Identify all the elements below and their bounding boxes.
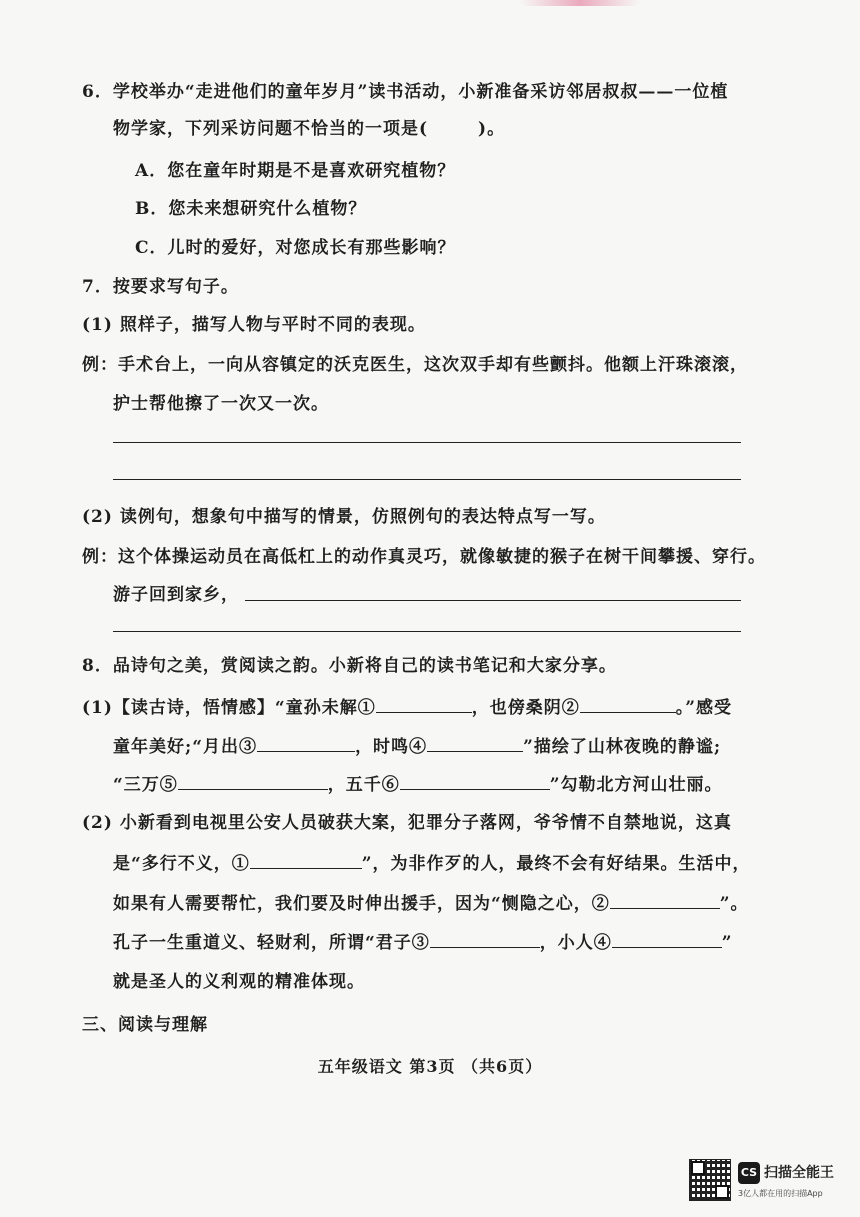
qr-code-icon — [690, 1160, 730, 1200]
q8-p2-blank-3[interactable] — [430, 929, 540, 948]
q8-part2-line1: (2) 小新看到电视里公安人员破获大案，犯罪分子落网，爷爷情不自禁地说，这真 — [82, 813, 732, 833]
q8-blank-6[interactable] — [400, 771, 550, 790]
q8-p1-l2-text-a: 童年美好;“月出③ — [113, 737, 258, 757]
page-footer: 五年级语文 第3页 （共6页） — [317, 1057, 543, 1076]
q8-title: 8．品诗句之美，赏阅读之韵。小新将自己的读书笔记和大家分享。 — [82, 656, 617, 676]
q8-part1-line1 — [82, 694, 732, 720]
q6-option-b: B．您未来想研究什么植物？ — [135, 199, 367, 219]
q8-part2-line2 — [113, 850, 751, 876]
q7-part2-answer-line1[interactable] — [245, 600, 741, 601]
q7-part1-answer-line2[interactable] — [113, 479, 741, 480]
q6-line2-text: 物学家，下列采访问题不恰当的一项是( — [113, 119, 429, 139]
q7-part2-answer-line2[interactable] — [113, 631, 741, 632]
q6-line2-end: )。 — [478, 119, 506, 139]
q8-p2-blank-2[interactable] — [610, 890, 720, 909]
q8-p1-l2-text-b: ，时鸣④ — [355, 737, 428, 757]
q8-p1-l3-text-c: ”勾勒北方河山壮丽。 — [549, 775, 723, 795]
cs-logo-icon: CS — [738, 1162, 760, 1184]
q8-p1-l2-text-c: ”描绘了山林夜晚的静谧; — [523, 737, 722, 757]
q7-part2-example: 例：这个体操运动员在高低杠上的动作真灵巧，就像敏捷的猴子在树干间攀援、穿行。 — [82, 547, 766, 567]
q6-option-c: C．儿时的爱好，对您成长有那些影响？ — [135, 238, 456, 258]
q8-p2-blank-4[interactable] — [612, 929, 722, 948]
q8-blank-2[interactable] — [580, 694, 676, 713]
q8-p1-l1-text-c: 。”感受 — [675, 698, 732, 718]
q7-title: 7．按要求写句子。 — [82, 277, 239, 297]
q8-blank-3[interactable] — [257, 733, 355, 752]
q8-p2-blank-1[interactable] — [250, 850, 362, 869]
q8-p1-l1-text-a: (1)【读古诗，悟情感】“童孙未解① — [82, 698, 376, 718]
q8-blank-4[interactable] — [427, 733, 523, 752]
scanner-watermark — [690, 1160, 850, 1206]
q6-option-a: A．您在童年时期是不是喜欢研究植物？ — [135, 161, 456, 181]
q8-p2-l2-text-a: 是“多行不义，① — [113, 854, 250, 874]
q8-blank-5[interactable] — [178, 771, 328, 790]
q7-part1-example-line1: 例：手术台上，一向从容镇定的沃克医生，这次双手却有些颤抖。他额上汗珠滚滚， — [82, 355, 748, 375]
q8-part1-line2 — [113, 733, 721, 759]
q8-p2-l2-text-b: ”，为非作歹的人，最终不会有好结果。生活中， — [361, 854, 751, 874]
scanner-tagline: 3亿人都在用的扫描App — [738, 1189, 823, 1198]
scanner-brand: 扫描全能王 — [764, 1165, 834, 1181]
q8-p2-l4-text-a: 孔子一生重道义、轻财利，所谓“君子③ — [113, 933, 430, 953]
q8-part2-line4 — [113, 929, 733, 955]
q8-p2-l4-text-c: ” — [721, 933, 733, 953]
q8-p1-l1-text-b: ，也傍桑阴② — [471, 698, 580, 718]
q7-part1-title: (1) 照样子，描写人物与平时不同的表现。 — [82, 315, 426, 335]
q8-p2-l4-text-b: ，小人④ — [539, 933, 612, 953]
q8-part1-line3 — [113, 771, 723, 797]
q7-part1-example-line2: 护士帮他擦了一次又一次。 — [113, 394, 329, 414]
q8-part2-line3 — [113, 890, 749, 916]
q7-part2-title: (2) 读例句，想象句中描写的情景，仿照例句的表达特点写一写。 — [82, 507, 606, 527]
q7-part2-prompt: 游子回到家乡， — [113, 585, 239, 605]
q8-p1-l3-text-a: “三万⑤ — [113, 775, 178, 795]
q8-p1-l3-text-b: ，五千⑥ — [327, 775, 400, 795]
q6-line2 — [113, 117, 505, 141]
q8-part2-line5: 就是圣人的义利观的精准体现。 — [113, 972, 365, 992]
q8-p2-l3-text-a: 如果有人需要帮忙，我们要及时伸出援手，因为“恻隐之心，② — [113, 894, 610, 914]
q8-blank-1[interactable] — [376, 694, 472, 713]
q8-p2-l3-text-b: ”。 — [719, 894, 749, 914]
q7-part1-answer-line1[interactable] — [113, 442, 741, 443]
section-3-heading: 三、阅读与理解 — [82, 1015, 208, 1035]
q6-line1: 6．学校举办“走进他们的童年岁月”读书活动，小新准备采访邻居叔叔——一位植 — [82, 82, 729, 102]
